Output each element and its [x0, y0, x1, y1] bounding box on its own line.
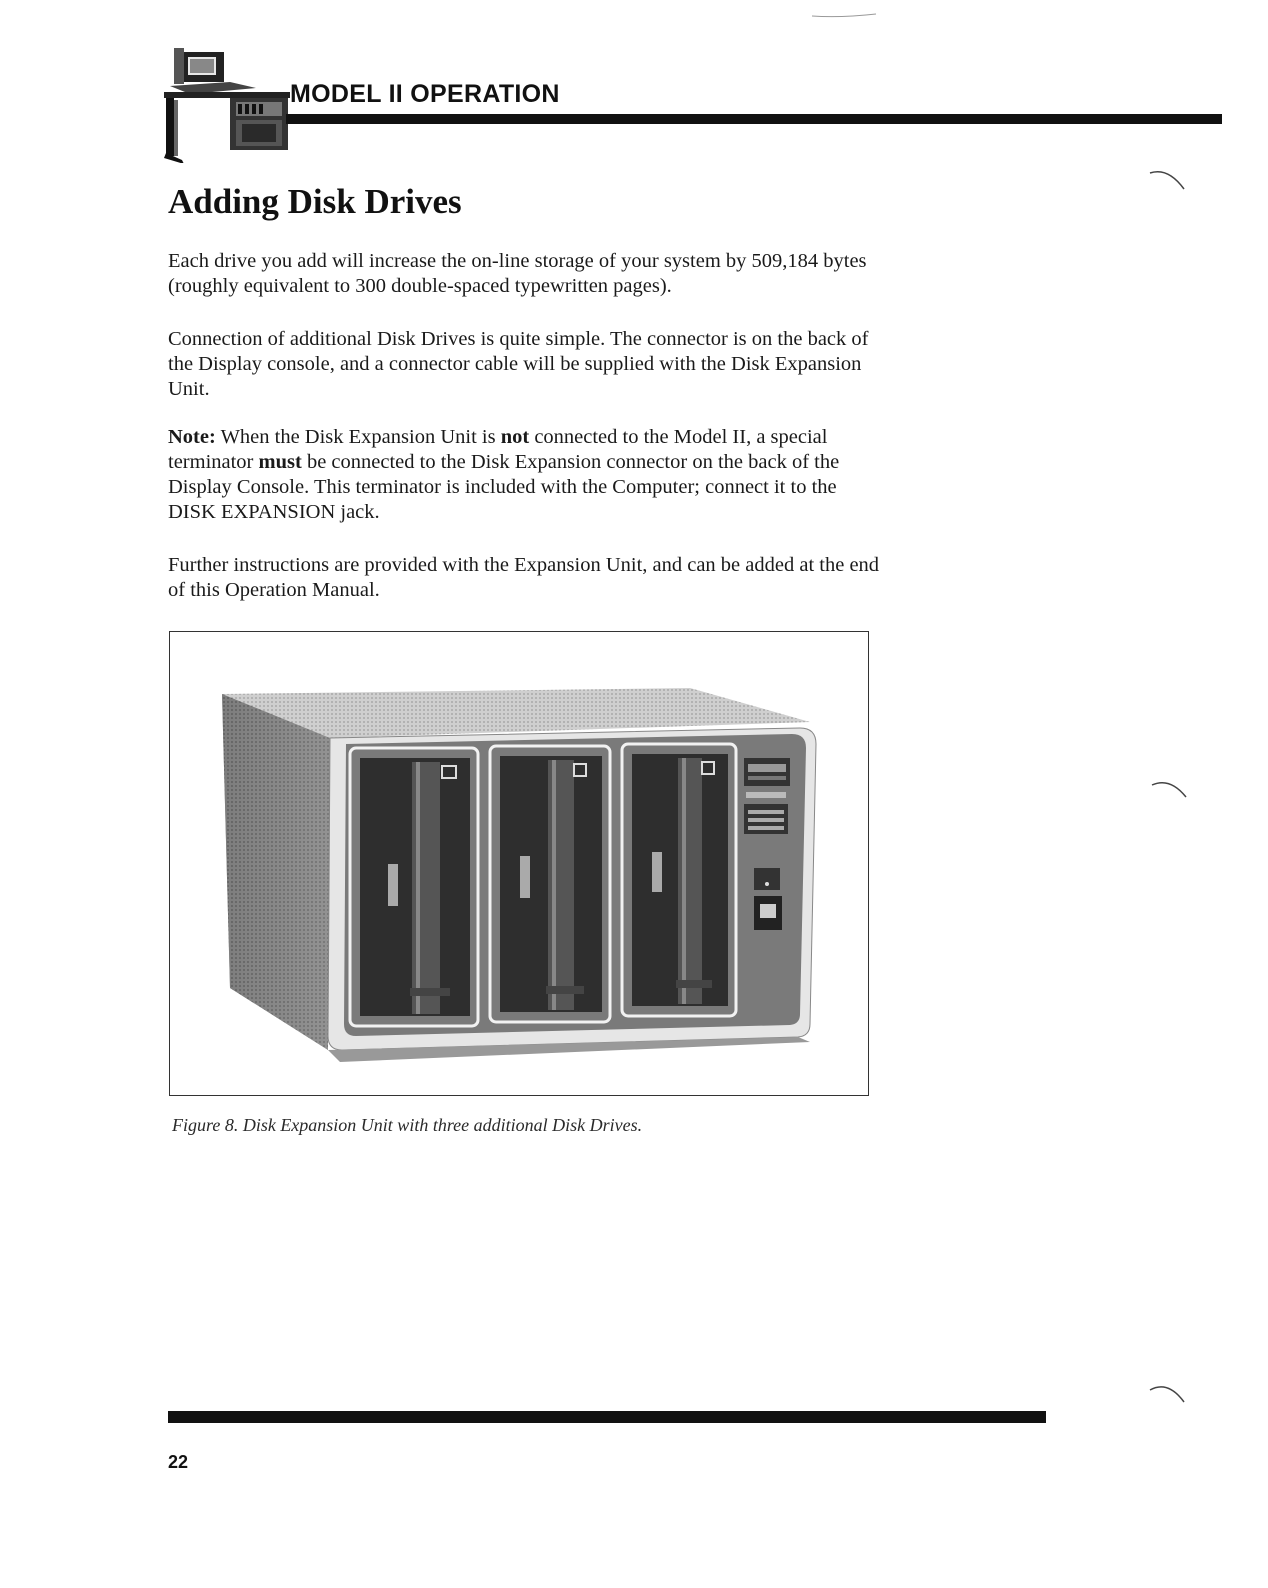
page-header: [160, 48, 1060, 168]
note-text-1: When the Disk Expansion Unit is: [215, 426, 501, 448]
running-head: MODEL II OPERATION: [290, 80, 560, 108]
scan-mark-2: [1150, 775, 1190, 805]
scan-mark-3: [1148, 1378, 1188, 1408]
paragraph-connection: Connection of additional Disk Drives is quite simple. The connector is on the back of the Display console, and a connector cable will be supplied with the Disk Expansion Unit.: [168, 328, 869, 400]
computer-desk-icon: [160, 48, 290, 163]
paragraph-further: Further instructions are provided with the Expansion Unit, and can be added at the end of this Operation Manual.: [168, 554, 880, 601]
note-text-2: connected to the Model II, a special terminator: [168, 426, 828, 473]
scan-mark-1: [1148, 165, 1188, 195]
note-label: Note:: [168, 426, 216, 448]
header-rule: [286, 114, 1222, 124]
page-number: 22: [168, 1452, 189, 1472]
page-title: Adding Disk Drives: [168, 182, 462, 221]
disk-expansion-unit-photo: [170, 632, 870, 1097]
paragraph-note: [168, 425, 888, 525]
figure-frame: [169, 631, 869, 1096]
note-bold-must: must: [258, 451, 302, 473]
figure-caption: Figure 8. Disk Expansion Unit with three additional Disk Drives.: [172, 1115, 643, 1135]
paragraph-storage: Each drive you add will increase the on-line storage of your system by 509,184 bytes (roughly equivalent to 300 double-spaced typewritten pages).: [168, 250, 867, 297]
scan-mark-top: [810, 10, 880, 22]
footer-rule: [168, 1411, 1046, 1423]
note-bold-not: not: [500, 426, 530, 448]
note-text-3: be connected to the Disk Expansion connector on the back of the Display Console. This terminator is included with the Computer; connect it to the DISK EXPANSION jack.: [168, 451, 840, 523]
